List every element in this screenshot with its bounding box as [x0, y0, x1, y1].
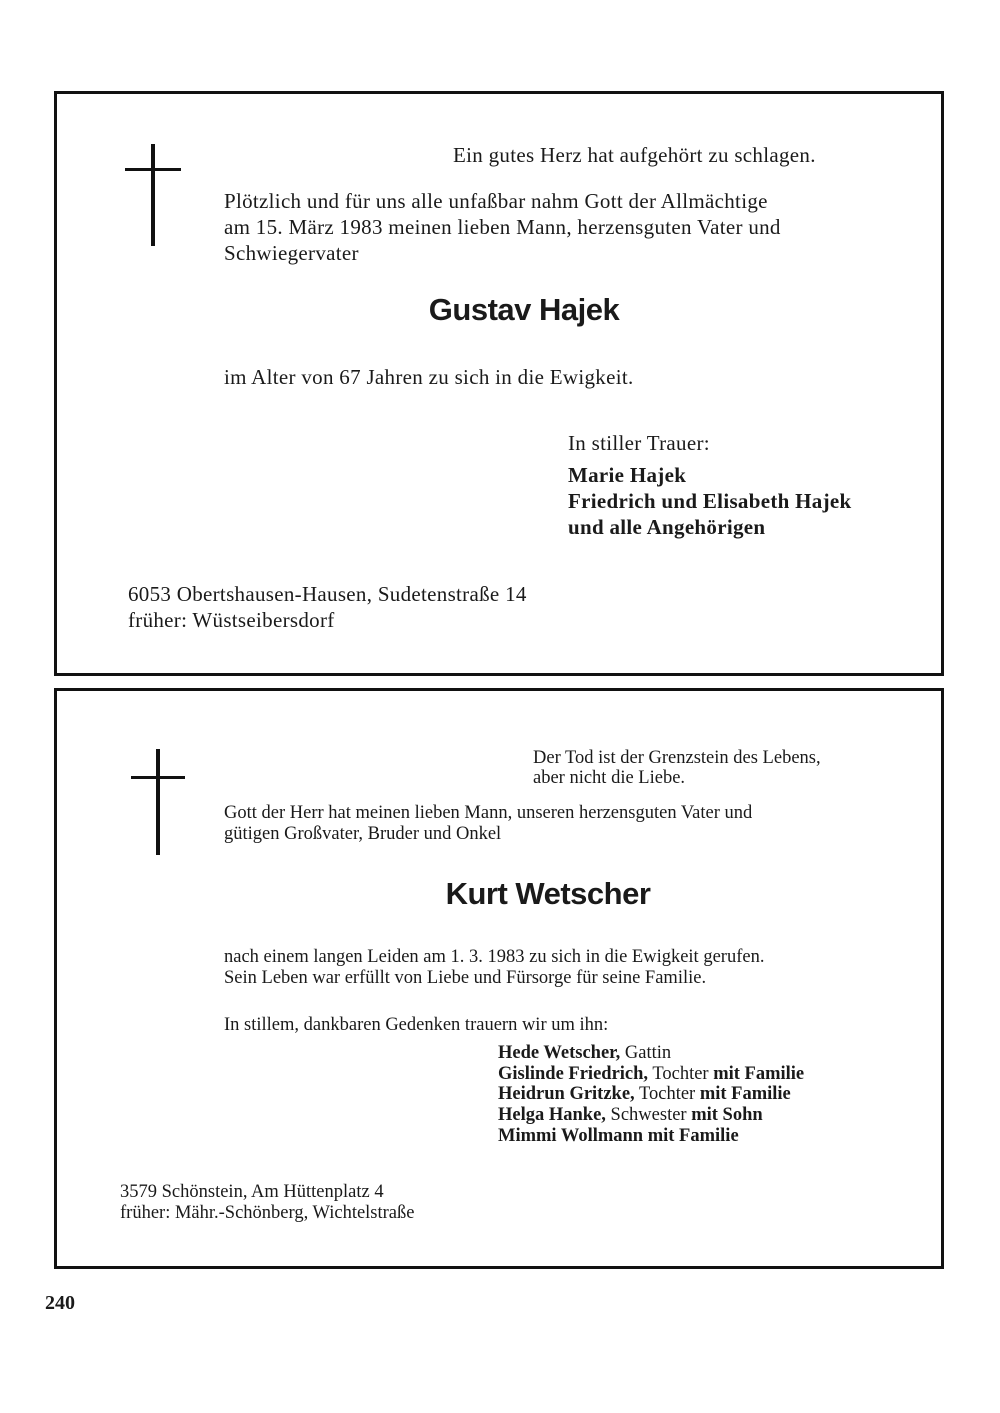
obituary-notice-hajek: [54, 91, 944, 676]
address-line-1: 3579 Schönstein, Am Hüttenplatz 4: [120, 1182, 384, 1202]
cross-icon: [131, 749, 187, 855]
mourner-relation: Tochter: [634, 1084, 700, 1104]
mourner-row: [498, 1043, 671, 1064]
statement-line-2: Sein Leben war erfüllt von Liebe und Fürsorge für seine Familie.: [224, 968, 707, 988]
mourner-suffix: mit Sohn: [691, 1105, 763, 1125]
deceased-name: Gustav Hajek: [428, 292, 620, 327]
mourner-row: [498, 1084, 791, 1105]
intro-line-1: Gott der Herr hat meinen lieben Mann, unseren herzensguten Vater und: [224, 803, 753, 823]
intro-line-3: Schwiegervater: [224, 241, 359, 265]
cross-vertical-bar: [156, 749, 160, 855]
obituary-notice-wetscher: [54, 688, 944, 1269]
mourner-relation: Gattin: [620, 1043, 672, 1063]
statement-line-1: nach einem langen Leiden am 1. 3. 1983 zu sich in die Ewigkeit gerufen.: [224, 947, 765, 967]
mourner-relation: Tochter: [648, 1064, 714, 1084]
mourner-name: Mimmi Wollmann mit Familie: [498, 1126, 739, 1146]
address-line-2: früher: Mähr.-Schönberg, Wichtelstraße: [120, 1203, 415, 1223]
mourner-name: Hede Wetscher,: [498, 1043, 621, 1063]
address-line-1: 6053 Obertshausen-Hausen, Sudetenstraße 14: [128, 582, 527, 606]
cross-horizontal-bar: [125, 168, 181, 171]
cross-vertical-bar: [151, 144, 155, 246]
mourner-1: Marie Hajek: [568, 463, 687, 487]
intro-line-2: gütigen Großvater, Bruder und Onkel: [224, 824, 502, 844]
mourner-row: [498, 1105, 763, 1126]
deceased-name: Kurt Wetscher: [445, 876, 651, 911]
page-number: 240: [45, 1292, 75, 1314]
mourning-label: In stillem, dankbaren Gedenken trauern wir um ihn:: [224, 1015, 609, 1035]
address-line-2: früher: Wüstseibersdorf: [128, 608, 335, 632]
mourner-name: Helga Hanke,: [498, 1105, 606, 1125]
mourner-row: [498, 1064, 804, 1085]
motto: Ein gutes Herz hat aufgehört zu schlagen.: [453, 143, 816, 167]
intro-line-1: Plötzlich und für uns alle unfaßbar nahm Gott der Allmächtige: [224, 189, 768, 213]
mourner-suffix: mit Familie: [713, 1064, 805, 1084]
intro-line-2: am 15. März 1983 meinen lieben Mann, herzensguten Vater und: [224, 215, 781, 239]
cross-horizontal-bar: [131, 776, 185, 779]
cross-icon: [125, 144, 185, 246]
mourner-3: und alle Angehörigen: [568, 515, 766, 539]
mourner-2: Friedrich und Elisabeth Hajek: [568, 489, 852, 513]
mourner-name: Heidrun Gritzke,: [498, 1084, 635, 1104]
mourner-name: Gislinde Friedrich,: [498, 1064, 649, 1084]
mourner-row: [498, 1126, 739, 1147]
motto-line-1: Der Tod ist der Grenzstein des Lebens,: [533, 748, 821, 768]
mourner-relation: Schwester: [605, 1105, 692, 1125]
age-statement: im Alter von 67 Jahren zu sich in die Ewigkeit.: [224, 365, 634, 389]
mourning-label: In stiller Trauer:: [568, 431, 710, 455]
motto-line-2: aber nicht die Liebe.: [533, 768, 686, 788]
mourner-suffix: mit Familie: [699, 1084, 791, 1104]
